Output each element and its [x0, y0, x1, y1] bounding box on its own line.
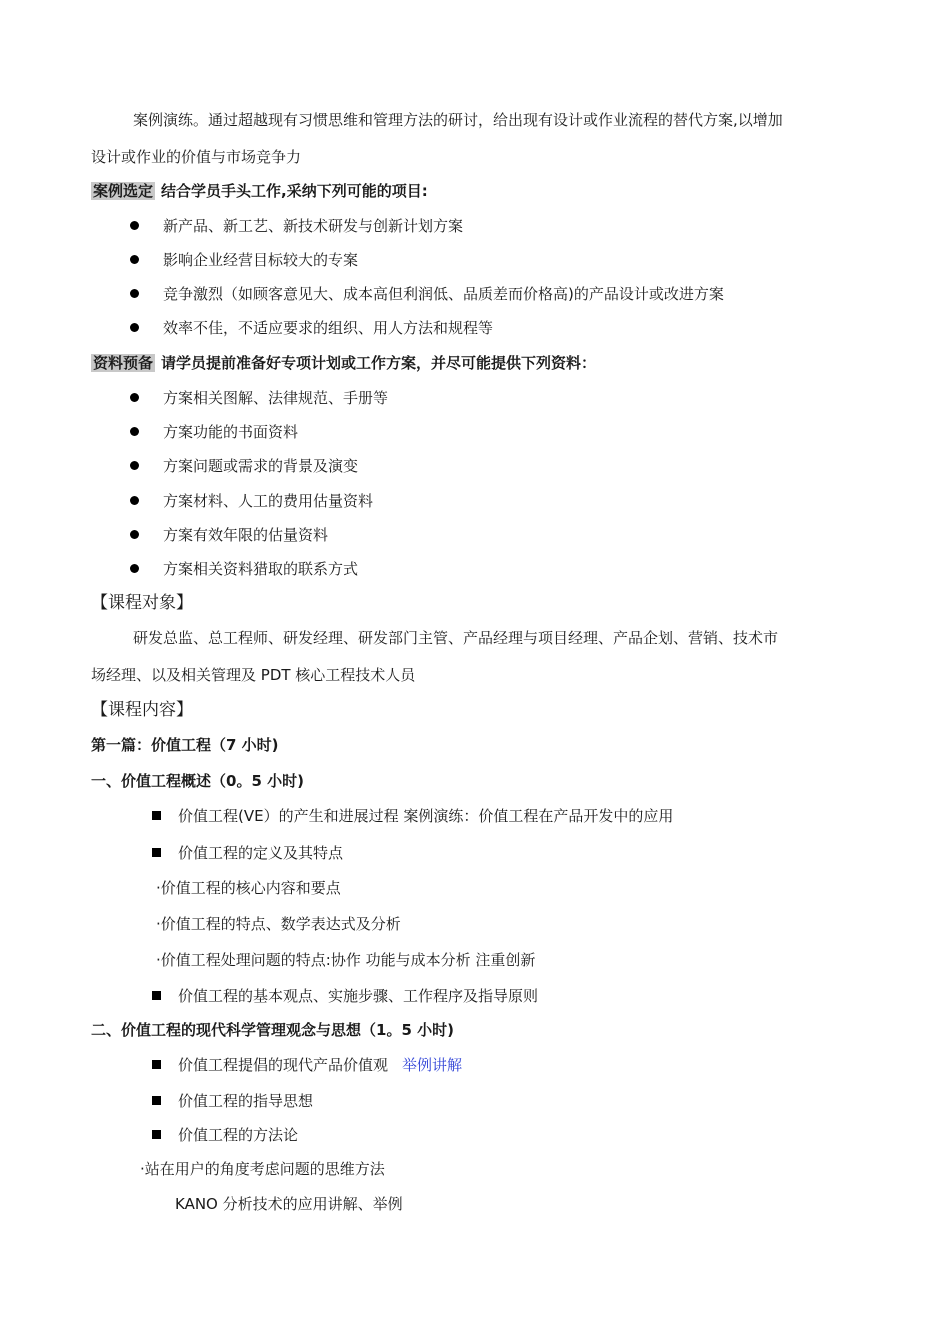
square-bullet-icon [152, 1060, 161, 1069]
square-bullet-icon [152, 991, 161, 1000]
audience-heading: 【课程对象】 [91, 593, 193, 613]
intro-line-2: 设计或作业的价值与市场竞争力 [91, 148, 302, 166]
sec2-item: 价值工程的指导思想 [178, 1092, 314, 1110]
data-prep-text: 请学员提前准备好专项计划或工作方案，并尽可能提供下列资料： [161, 354, 597, 372]
case-selection-label: 案例选定 [93, 182, 154, 200]
data-item: 方案问题或需求的背景及演变 [163, 457, 359, 475]
bullet-icon [130, 564, 139, 573]
data-item: 方案有效年限的估量资料 [163, 526, 329, 544]
bullet-icon [130, 323, 139, 332]
audience-line-2: 场经理、以及相关管理及 PDT 核心工程技术人员 [91, 666, 416, 684]
sec2-sub: ·站在用户的角度考虑问题的思维方法 [140, 1160, 385, 1178]
sec2-item [178, 1055, 462, 1075]
sec1-item: 价值工程的基本观点、实施步骤、工作程序及指导原则 [178, 987, 539, 1005]
sec1-sub: ·价值工程处理问题的特点:协作 功能与成本分析 注重创新 [156, 951, 536, 969]
case-selection-text: 结合学员手头工作,采纳下列可能的项目: [161, 182, 428, 200]
sec1-title: 一、价值工程概述（0。5 小时) [91, 772, 304, 790]
square-bullet-icon [152, 1130, 161, 1139]
bullet-icon [130, 289, 139, 298]
audience-line-1: 研发总监、总工程师、研发经理、研发部门主管、产品经理与项目经理、产品企划、营销、技术市 [133, 629, 779, 647]
sec1-sub: ·价值工程的核心内容和要点 [156, 879, 341, 897]
bullet-icon [130, 461, 139, 470]
case-item: 影响企业经营目标较大的专案 [163, 251, 359, 269]
square-bullet-icon [152, 1096, 161, 1105]
bullet-icon [130, 255, 139, 264]
sec2-item-text: 价值工程提倡的现代产品价值观 [178, 1056, 389, 1074]
bullet-icon [130, 530, 139, 539]
case-item: 新产品、新工艺、新技术研发与创新计划方案 [163, 217, 464, 235]
bullet-icon [130, 393, 139, 402]
intro-line-1: 案例演练。通过超越现有习惯思维和管理方法的研讨，给出现有设计或作业流程的替代方案,以增加 [133, 111, 783, 129]
data-prep-label: 资料预备 [93, 354, 154, 372]
sec2-title: 二、价值工程的现代科学管理观念与思想（1。5 小时) [91, 1021, 454, 1039]
case-selection-heading [91, 181, 428, 201]
sec1-item: 价值工程的定义及其特点 [178, 844, 344, 862]
bullet-icon [130, 496, 139, 505]
case-item: 效率不佳，不适应要求的组织、用人方法和规程等 [163, 319, 494, 337]
part1-title: 第一篇：价值工程（7 小时) [91, 736, 279, 754]
data-item: 方案功能的书面资料 [163, 423, 299, 441]
content-heading: 【课程内容】 [91, 700, 193, 720]
data-item: 方案相关图解、法律规范、手册等 [163, 389, 389, 407]
square-bullet-icon [152, 848, 161, 857]
data-item: 方案相关资料猎取的联系方式 [163, 560, 359, 578]
data-prep-heading [91, 353, 596, 373]
sec1-item: 价值工程(VE）的产生和进展过程 案例演练：价值工程在产品开发中的应用 [178, 807, 674, 825]
case-item: 竞争激烈（如顾客意见大、成本高但利润低、品质差而价格高)的产品设计或改进方案 [163, 285, 724, 303]
data-item: 方案材料、人工的费用估量资料 [163, 492, 374, 510]
sec1-sub: ·价值工程的特点、数学表达式及分析 [156, 915, 401, 933]
example-link[interactable]: 举例讲解 [402, 1056, 463, 1074]
bullet-icon [130, 221, 139, 230]
sec2-sub: KANO 分析技术的应用讲解、举例 [175, 1195, 403, 1213]
bullet-icon [130, 427, 139, 436]
sec2-item: 价值工程的方法论 [178, 1126, 299, 1144]
square-bullet-icon [152, 811, 161, 820]
